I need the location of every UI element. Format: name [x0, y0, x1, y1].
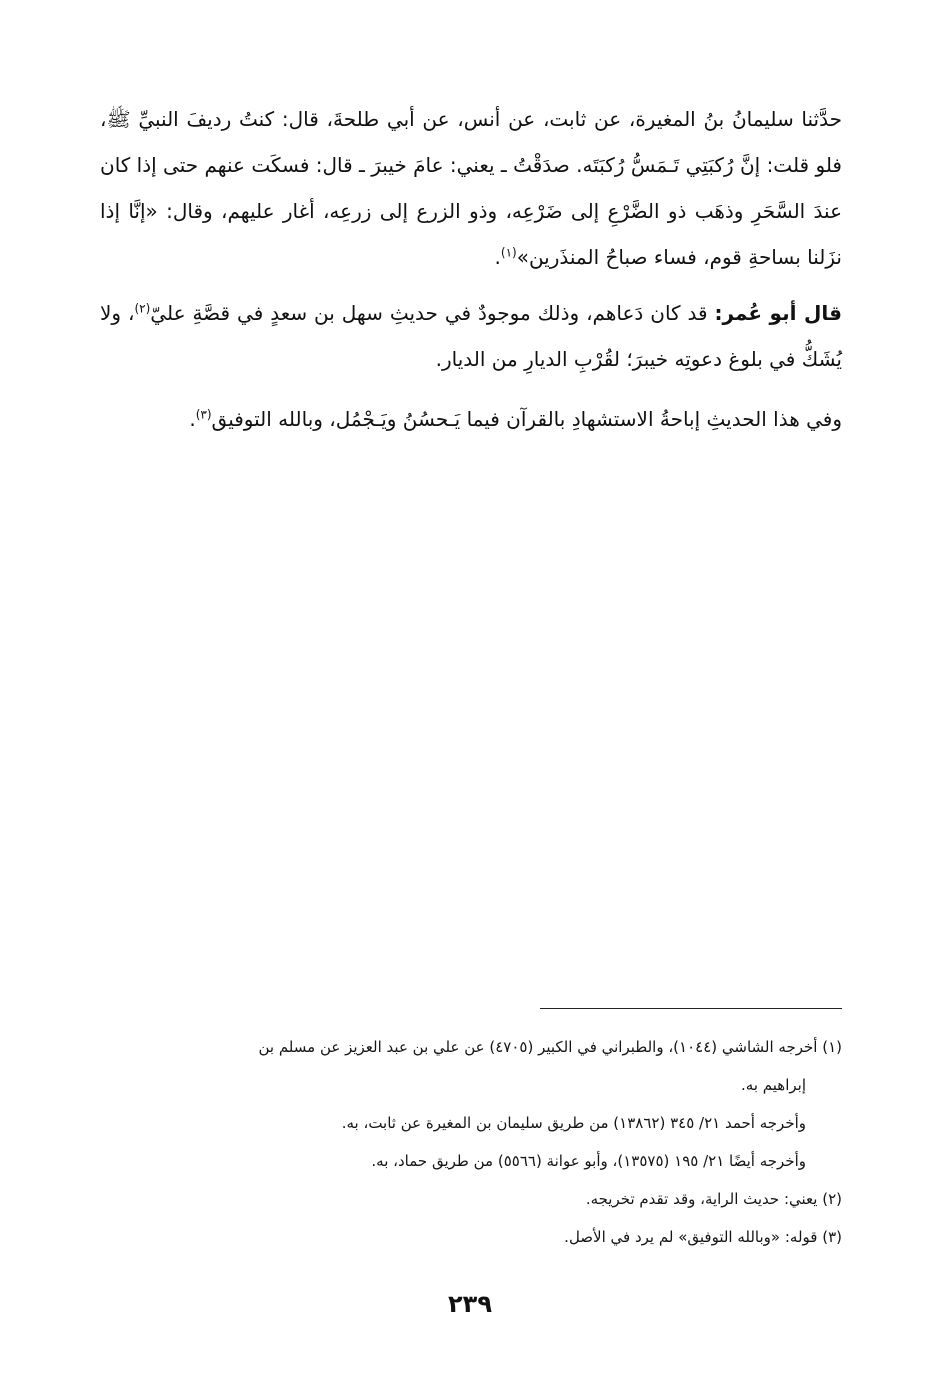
footnote-3: (٣) قوله: «وبالله التوفيق» لم يرد في الأصل. — [564, 1228, 842, 1246]
footnote-divider — [540, 1008, 842, 1009]
paragraph-hadith — [100, 96, 842, 280]
footnote-1-line-2: إبراهيم به. — [741, 1076, 806, 1094]
conclusion-text: وفي هذا الحديثِ إباحةُ الاستشهادِ بالقرآن فيما يَـحسُنُ ويَـجْمُل، وبالله التوفيق — [211, 407, 842, 431]
conclusion-end: . — [189, 407, 196, 431]
page-number: ٢٣٩ — [448, 1290, 492, 1318]
hadith-text: حدَّثنا سليمانُ بنُ المغيرة، عن ثابت، عن أنس، عن أبي طلحةَ، قال: كنتُ رديفَ النبيِّ ﷺ، فلو قلت: إنَّ رُكبَتِي تَـمَسُّ رُكبَتَه. صدَقْتُ ـ يعني: عامَ خيبرَ ـ قال: فسكَت عنهم حتى إذا كان عندَ السَّحَرِ وذهَب ذو الضَّرْعِ إلى ضَرْعِه، وذو الزرع إلى زرعِه، أغار عليهم، وقال: «إنَّا إذا نزَلنا بساحةِ قوم، فساء صباحُ المنذَرين» — [100, 107, 842, 269]
footnote-1-line-1: (١) أخرجه الشاشي (١٠٤٤)، والطبراني في الكبير (٤٧٠٥) عن علي بن عبد العزيز عن مسلم بن — [258, 1038, 842, 1056]
footnote-1-line-3: وأخرجه أحمد ٢١/ ٣٤٥ (١٣٨٦٢) من طريق سليمان بن المغيرة عن ثابت، به. — [341, 1114, 806, 1132]
footnote-ref-2[interactable]: (٢) — [134, 301, 151, 316]
main-text — [100, 96, 842, 456]
footnote-ref-1[interactable]: (١) — [500, 245, 517, 260]
footnote-1-line-4: وأخرجه أيضًا ٢١/ ١٩٥ (١٣٥٧٥)، وأبو عوانة (٥٥٦٦) من طريق حماد، به. — [371, 1152, 806, 1170]
footnote-ref-3[interactable]: (٣) — [195, 407, 212, 422]
paragraph-conclusion — [100, 396, 842, 442]
hadith-end: . — [494, 245, 501, 269]
footnote-2: (٢) يعني: حديث الراية، وقد تقدم تخريجه. — [585, 1190, 842, 1208]
footnotes — [100, 1028, 842, 1256]
commentary-text-a: قد كان دَعاهم، وذلك موجودٌ في حديثِ سهل بن سعدٍ في قصَّةِ عليّ — [150, 301, 715, 325]
commentary-text-b: ، ولا يُشَكُّ في بلوغ دعوتِه خيبرَ؛ لقُرْبِ الديارِ من الديار. — [100, 301, 842, 371]
paragraph-commentary — [100, 290, 842, 382]
speaker-label: قال أبو عُمر: — [714, 301, 842, 325]
